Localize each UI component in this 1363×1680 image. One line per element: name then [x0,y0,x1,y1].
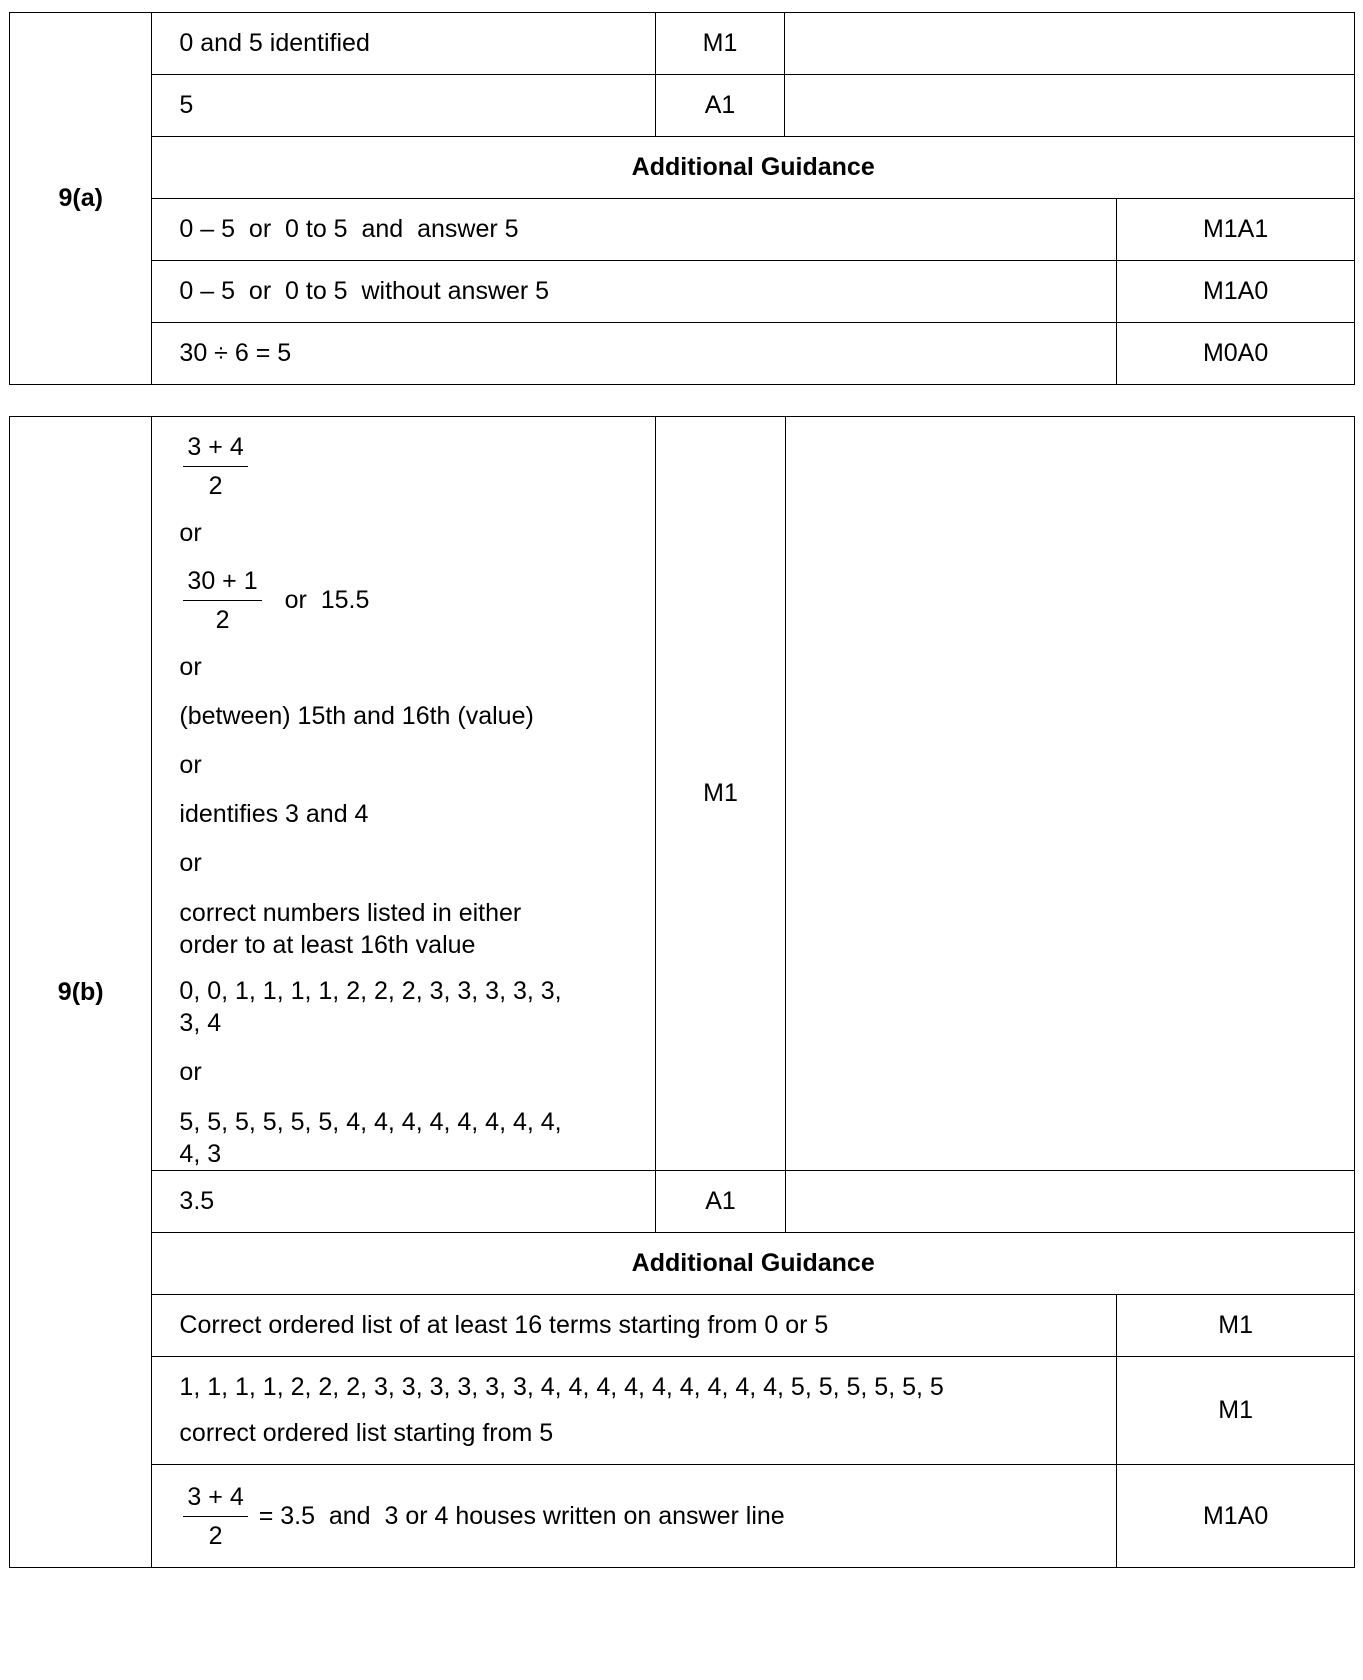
guidance-heading: Additional Guidance [152,1233,1355,1295]
guidance-heading: Additional Guidance [152,137,1355,199]
list-descending: 5, 5, 5, 5, 5, 5, 4, 4, 4, 4, 4, 4, 4, 4, [179,1108,562,1136]
mark-cell: A1 [655,1171,786,1233]
guidance-mark: M1A0 [1117,1465,1355,1568]
comments-cell [785,75,1355,137]
list-ascending: 3, 4 [179,1009,222,1037]
mark-cell: A1 [655,75,785,137]
guidance-mark: M1 [1117,1357,1355,1465]
answer-text: 3.5 [152,1171,655,1233]
mark-cell: M1 [655,13,785,75]
question-label: 9(b) [10,417,152,1568]
list-ascending: 0, 0, 1, 1, 1, 1, 2, 2, 2, 3, 3, 3, 3, 3, [179,977,562,1005]
answer-text: 0 and 5 identified [152,13,655,75]
fraction-denominator: 2 [208,472,223,500]
guidance-text: Correct ordered list of at least 16 terms starting from 0 or 5 [152,1295,1117,1357]
comments-cell [786,417,1355,1171]
guidance-line: correct ordered list starting from 5 [179,1419,554,1447]
or-text: or [179,849,202,877]
fraction-numerator: 3 + 4 [183,433,247,467]
fraction-denominator: 2 [215,606,230,634]
list-descending: 4, 3 [179,1140,222,1168]
ordered-list: 1, 1, 1, 1, 2, 2, 2, 3, 3, 3, 3, 3, 3, 4, 4, 4, 4, 4, 4, 4, 4, 4, 5, 5, 5, 5, 5, 5 [179,1373,944,1401]
fraction-3-plus-4-over-2 [179,433,654,500]
table-9a [9,12,1355,385]
or-text: or [179,653,202,681]
method-cell [152,417,655,1171]
method-line: identifies 3 and 4 [179,800,369,828]
method-line: order to at least 16th value [179,931,476,959]
guidance-mark: M1A1 [1117,199,1355,261]
comments-cell [785,13,1355,75]
mark-cell: M1 [655,417,786,1171]
guidance-mark: M1 [1117,1295,1355,1357]
fraction-numerator: 30 + 1 [183,567,261,601]
guidance-text [152,1357,1117,1465]
fraction-3-plus-4-over-2 [183,1483,247,1550]
fraction-suffix: or 15.5 [284,586,370,614]
guidance-text: 0 – 5 or 0 to 5 without answer 5 [152,261,1117,323]
or-text: or [179,519,202,547]
table-9b [9,416,1355,1568]
guidance-line: = 3.5 and 3 or 4 houses written on answer line [258,1501,785,1530]
answer-text: 5 [152,75,655,137]
guidance-mark: M1A0 [1117,261,1355,323]
fraction-numerator: 3 + 4 [183,1483,247,1517]
or-text: or [179,751,202,779]
guidance-text: 30 ÷ 6 = 5 [152,323,1117,385]
comments-cell [786,1171,1355,1233]
question-label: 9(a) [10,13,152,385]
method-line: (between) 15th and 16th (value) [179,702,534,730]
guidance-text: 0 – 5 or 0 to 5 and answer 5 [152,199,1117,261]
method-line: correct numbers listed in either [179,899,522,927]
or-text: or [179,1058,202,1086]
guidance-mark: M0A0 [1117,323,1355,385]
fraction-30-plus-1-over-2 [179,567,654,634]
guidance-text [152,1465,1117,1568]
fraction-denominator: 2 [208,1521,223,1550]
